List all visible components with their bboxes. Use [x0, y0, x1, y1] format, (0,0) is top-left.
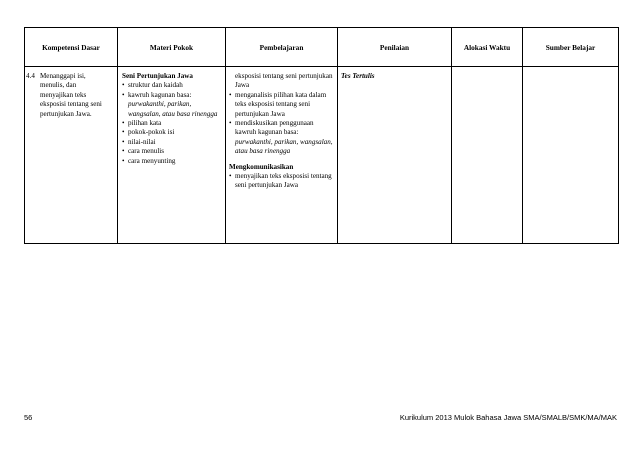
- kd-number: 4.4: [26, 72, 35, 80]
- list-item: • nilai-nilai: [122, 137, 156, 146]
- header-alokasi-waktu: Alokasi Waktu: [452, 28, 523, 67]
- list-item: • pokok-pokok isi: [122, 128, 175, 137]
- mp-italic-text: purwakanthi, parikan, wangsalan, atau basa rinengga: [128, 100, 218, 118]
- header-sumber-belajar: Sumber Belajar: [523, 28, 619, 67]
- list-item: • kawruh kagunan basa:: [122, 90, 192, 99]
- pb-italic-text: purwakanthi, parikan, wangsalan, atau basa rinengga: [235, 137, 333, 156]
- cell-penilaian: [338, 67, 452, 244]
- cell-alokasi-waktu: [452, 67, 523, 244]
- page-number: 56: [24, 413, 33, 422]
- pn-text: Tes Tertulis: [341, 72, 375, 80]
- header-materi-pokok: Materi Pokok: [118, 28, 226, 67]
- header-penilaian: Penilaian: [338, 28, 452, 67]
- cell-materi-pokok: [118, 67, 226, 244]
- header-pembelajaran: Pembelajaran: [226, 28, 338, 67]
- list-item: • menyajikan teks eksposisi tentang seni pertunjukan Jawa: [229, 172, 332, 190]
- syllabus-table: [24, 27, 619, 244]
- list-item: • struktur dan kaidah: [122, 81, 183, 90]
- header-kompetensi-dasar: Kompetensi Dasar: [25, 28, 118, 67]
- cell-pembelajaran: [226, 67, 338, 244]
- kd-text: Menanggapi isi, menulis, dan menyajikan teks eksposisi tentang seni pertunjukan Jawa.: [40, 72, 102, 118]
- cell-kompetensi-dasar: [25, 67, 118, 244]
- list-item: • pilihan kata: [122, 119, 162, 128]
- list-item: • cara menyunting: [122, 156, 176, 165]
- list-item: • cara menulis: [122, 147, 165, 156]
- pb-heading: Mengkomunikasikan: [229, 162, 294, 171]
- mp-title: Seni Pertunjukan Jawa: [122, 72, 193, 80]
- list-item: • mendiskusikan penggunaan kawruh kagunan basa:: [229, 119, 314, 137]
- list-item: • menganalisis pilihan kata dalam teks eksposisi tentang seni pertunjukan Jawa: [229, 90, 327, 118]
- pb-continuation: eksposisi tentang seni pertunjukan Jawa: [235, 72, 333, 90]
- footer-title: Kurikulum 2013 Mulok Bahasa Jawa SMA/SMALB/SMK/MA/MAK: [399, 413, 617, 422]
- cell-sumber-belajar: [523, 67, 619, 244]
